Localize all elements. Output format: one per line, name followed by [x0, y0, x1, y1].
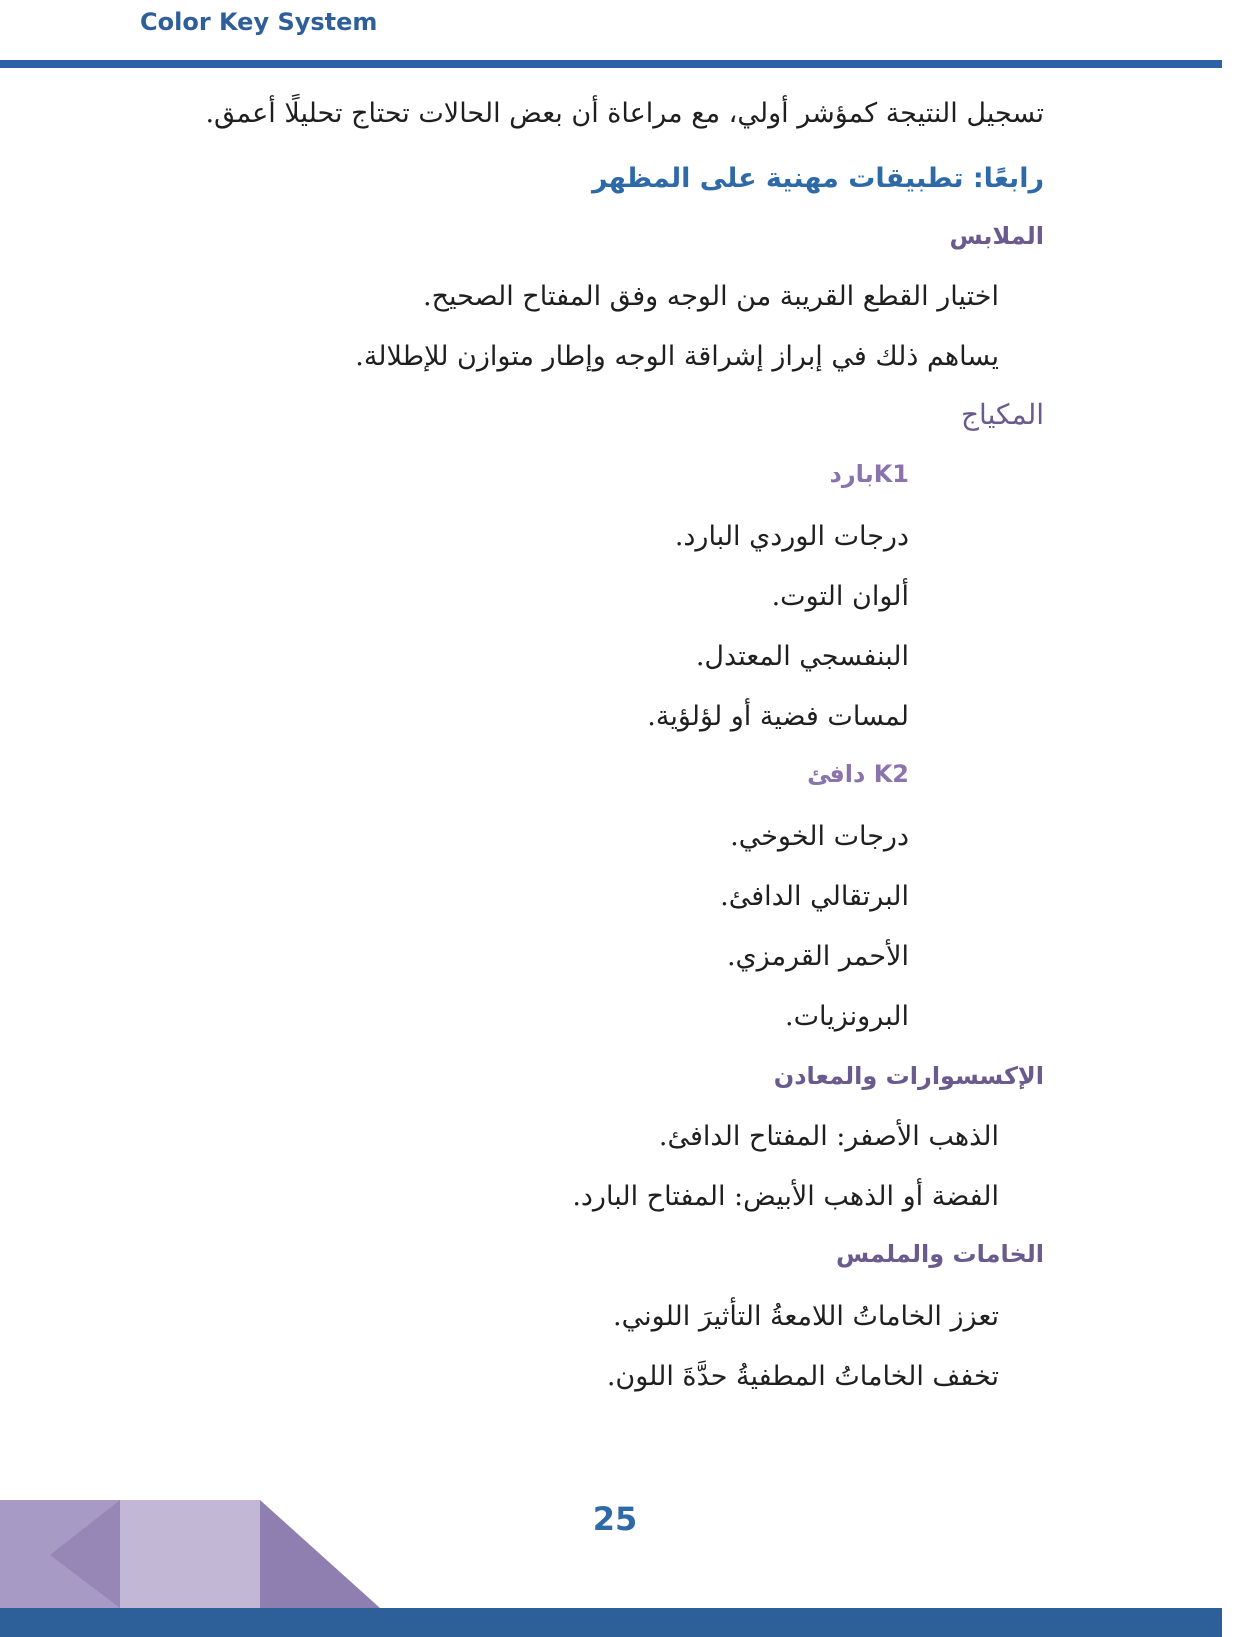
k1-item-4: لمسات فضية أو لؤلؤية.: [647, 701, 909, 732]
accessories-line-1: الذهب الأصفر: المفتاح الدافئ.: [658, 1121, 999, 1152]
intro-line: تسجيل النتيجة كمؤشر أولي، مع مراعاة أن بعض الحالات تحتاج تحليلًا أعمق.: [205, 98, 1044, 129]
textures-line-1: تعزز الخاماتُ اللامعةُ التأثيرَ اللوني.: [613, 1301, 999, 1332]
k2-item-2: البرتقالي الدافئ.: [720, 881, 909, 912]
clothing-heading: الملابس: [949, 222, 1044, 250]
clothing-line-2: يساهم ذلك في إبراز إشراقة الوجه وإطار متوازن للإطلالة.: [355, 341, 999, 372]
footer-decoration: [0, 1500, 420, 1610]
k1-item-3: البنفسجي المعتدل.: [695, 641, 909, 672]
k1-item-1: درجات الوردي البارد.: [674, 521, 909, 552]
accessories-heading: الإكسسوارات والمعادن: [773, 1062, 1044, 1090]
footer-bar: [0, 1608, 1222, 1637]
k2-item-1: درجات الخوخي.: [730, 821, 909, 852]
textures-line-2: تخفف الخاماتُ المطفيةُ حدَّةَ اللون.: [606, 1361, 999, 1392]
k1-heading: K1بارد: [829, 460, 909, 488]
textures-heading: الخامات والملمس: [836, 1240, 1044, 1268]
k1-item-2: ألوان التوت.: [771, 581, 909, 612]
section-title: رابعًا: تطبيقات مهنية على المظهر: [591, 163, 1044, 194]
k2-heading: K2 دافئ: [807, 760, 909, 788]
k2-item-3: الأحمر القرمزي.: [726, 941, 909, 972]
accessories-line-2: الفضة أو الذهب الأبيض: المفتاح البارد.: [572, 1181, 999, 1212]
makeup-heading: المكياج: [960, 398, 1044, 431]
k2-item-4: البرونزيات.: [785, 1001, 909, 1032]
document-header-title: Color Key System: [140, 8, 378, 36]
header-divider: [0, 60, 1222, 68]
clothing-line-1: اختيار القطع القريبة من الوجه وفق المفتاح الصحيح.: [422, 281, 999, 312]
page-number: 25: [592, 1500, 638, 1538]
